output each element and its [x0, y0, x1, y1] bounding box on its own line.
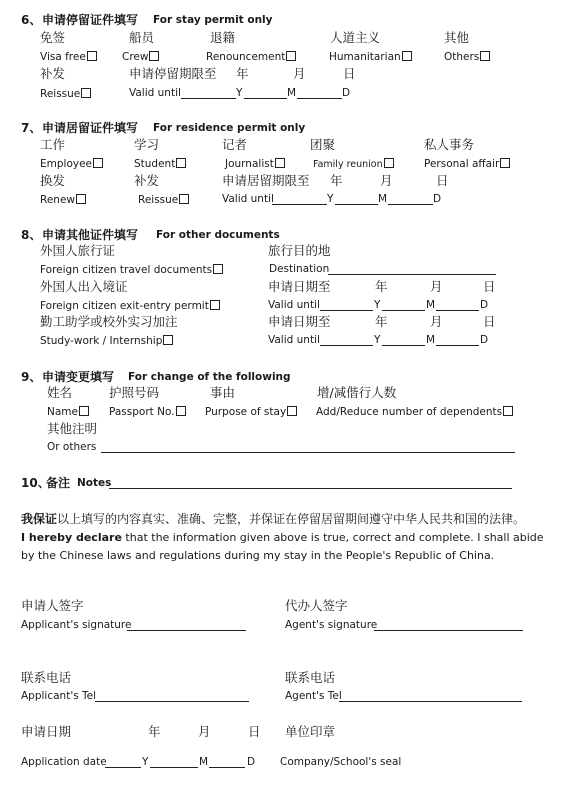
agent-signature-label: Agent's signature — [285, 619, 378, 631]
sec9-passport-option[interactable] — [109, 406, 186, 418]
sec9-purpose-option[interactable] — [205, 406, 297, 418]
sec8-d: D — [480, 299, 489, 311]
sec8-exit-zh: 外国人出入境证 — [40, 279, 128, 294]
applicant-tel-zh: 联系电话 — [21, 670, 72, 685]
application-m: M — [199, 756, 209, 768]
sec7-validuntil-zh: 申请居留期限至 — [222, 173, 310, 188]
sec8-month2-field[interactable] — [382, 345, 425, 346]
label: Reissue — [138, 194, 179, 206]
sec8-month-field[interactable] — [382, 310, 425, 311]
sec6-y: Y — [236, 87, 243, 99]
seal-label: Company/School's seal — [280, 756, 402, 768]
declaration-zh-bold: 我保证 — [21, 512, 58, 526]
label: Employee — [40, 158, 93, 170]
checkbox[interactable] — [287, 406, 297, 416]
sec8-day2-zh: 日 — [483, 314, 496, 329]
sec8-year2-field[interactable] — [320, 345, 373, 346]
sec6-visafree-zh: 免签 — [40, 30, 66, 45]
sec9-other-zh: 其他注明 — [47, 421, 98, 436]
checkbox[interactable] — [176, 158, 186, 168]
sec7-year-field[interactable] — [272, 204, 327, 205]
sec7-reissue-option[interactable] — [138, 194, 189, 206]
sec6-visafree-option[interactable] — [40, 51, 97, 63]
sec8-year2-zh: 年 — [375, 314, 388, 329]
applicant-tel-field[interactable] — [95, 701, 249, 702]
notes-field[interactable] — [109, 488, 512, 489]
sec9-dependents-option[interactable] — [316, 406, 513, 418]
sec6-title-en: For stay permit only — [153, 14, 273, 26]
sec7-renew-option[interactable] — [40, 194, 86, 206]
sec8-year-zh: 年 — [375, 279, 388, 294]
agent-tel-field[interactable] — [339, 701, 522, 702]
sec7-renew-zh: 换发 — [40, 173, 66, 188]
applicant-signature-zh: 申请人签字 — [21, 598, 84, 613]
checkbox[interactable] — [213, 264, 223, 274]
sec6-renounce-zh: 退籍 — [210, 30, 236, 45]
checkbox[interactable] — [500, 158, 510, 168]
label: Renew — [40, 194, 75, 206]
sec8-y2: Y — [374, 334, 381, 346]
sec9-name-option[interactable] — [47, 406, 89, 418]
sec8-y: Y — [374, 299, 381, 311]
sec6-number: 6、 — [21, 13, 42, 27]
sec6-renounce-option[interactable] — [206, 51, 296, 63]
label: Humanitarian — [329, 51, 401, 63]
sec7-personal-option[interactable] — [424, 158, 510, 170]
sec7-day-zh: 日 — [436, 173, 449, 188]
sec9-other-field[interactable] — [101, 452, 515, 453]
sec7-month-field[interactable] — [335, 204, 378, 205]
sec7-month-zh: 月 — [380, 173, 393, 188]
label: Crew — [122, 51, 149, 63]
label: Renouncement — [206, 51, 286, 63]
sec8-title-zh: 申请其他证件填写 — [42, 228, 139, 242]
sec8-study-zh: 勤工助学或校外实习加注 — [40, 314, 178, 329]
sec8-apply2-zh: 申请日期至 — [268, 314, 331, 329]
sec7-title-en: For residence permit only — [153, 122, 306, 134]
sec7-reissue-zh: 补发 — [134, 173, 160, 188]
sec6-reissue-option[interactable] — [40, 88, 91, 100]
checkbox[interactable] — [480, 51, 490, 61]
checkbox[interactable] — [286, 51, 296, 61]
declaration-en-bold: I hereby declare — [21, 531, 122, 544]
sec7-employee-zh: 工作 — [40, 137, 66, 152]
agent-signature-zh: 代办人签字 — [285, 598, 348, 613]
sec9-number: 9、 — [21, 370, 42, 384]
checkbox[interactable] — [179, 194, 189, 204]
seal-zh: 单位印章 — [285, 724, 336, 739]
checkbox[interactable] — [81, 88, 91, 98]
sec8-exit-option[interactable] — [40, 300, 220, 312]
sec8-title-en: For other documents — [156, 229, 280, 241]
sec7-d: D — [433, 193, 442, 205]
sec7-family-zh: 团聚 — [310, 137, 336, 152]
sec6-month-zh: 月 — [293, 66, 306, 81]
sec7-journalist-option[interactable] — [225, 158, 285, 170]
sec8-validuntil2-label: Valid until — [268, 334, 320, 346]
application-day-zh: 日 — [248, 724, 261, 739]
label: Foreign citizen exit-entry permit — [40, 300, 209, 312]
label: Study-work / Internship — [40, 335, 163, 347]
sec7-title-zh: 申请居留证件填写 — [42, 121, 139, 135]
sec8-study-option[interactable] — [40, 335, 173, 347]
label: Foreign citizen travel documents — [40, 264, 213, 276]
checkbox[interactable] — [176, 406, 186, 416]
sec6-crew-zh: 船员 — [129, 30, 155, 45]
sec6-m: M — [287, 87, 297, 99]
declaration-zh-text: 以上填写的内容真实、准确、完整，并保证在停留居留期间遵守中华人民共和国的法律。 — [57, 512, 526, 526]
sec10-number: 10、 — [21, 476, 50, 490]
sec6-d: D — [342, 87, 351, 99]
sec9-other-label: Or others — [47, 441, 97, 453]
sec7-year-zh: 年 — [330, 173, 343, 188]
sec6-humanitarian-option[interactable] — [329, 51, 412, 63]
applicant-signature-label: Applicant's signature — [21, 619, 132, 631]
application-day-field[interactable] — [209, 767, 245, 768]
sec6-validuntil-zh: 申请停留期限至 — [129, 66, 217, 81]
sec6-month-field[interactable] — [244, 98, 287, 99]
checkbox[interactable] — [275, 158, 285, 168]
checkbox[interactable] — [149, 51, 159, 61]
checkbox[interactable] — [93, 158, 103, 168]
sec9-dependents-zh: 增/减偕行人数 — [317, 385, 397, 400]
checkbox[interactable] — [87, 51, 97, 61]
declaration-en — [21, 529, 556, 565]
applicant-signature-field[interactable] — [127, 630, 246, 631]
sec7-number: 7、 — [21, 121, 42, 135]
sec9-purpose-zh: 事由 — [210, 385, 236, 400]
sec7-y: Y — [327, 193, 334, 205]
application-month-zh: 月 — [198, 724, 211, 739]
applicant-tel-label: Applicant's Tel — [21, 690, 97, 702]
label: Journalist — [225, 158, 274, 170]
sec6-validuntil-label: Valid until — [129, 87, 181, 99]
sec8-m: M — [426, 299, 436, 311]
checkbox[interactable] — [76, 194, 86, 204]
label: Add/Reduce number of dependents — [316, 406, 503, 418]
declaration-en-text: that the information given above is true, correct and complete. I shall abide by the Chinese laws and regulations during my stay in the People's Republic of China. — [21, 531, 544, 562]
checkbox[interactable] — [503, 406, 513, 416]
sec6-title-zh: 申请停留证件填写 — [42, 13, 139, 27]
label: Family reunion — [313, 159, 383, 170]
sec10-title-en: Notes — [77, 477, 112, 489]
application-y: Y — [142, 756, 149, 768]
declaration-zh — [21, 510, 556, 528]
application-year-zh: 年 — [148, 724, 161, 739]
label: Name — [47, 406, 78, 418]
label: Student — [134, 158, 176, 170]
sec8-travel-zh: 外国人旅行证 — [40, 243, 116, 258]
sec7-m: M — [378, 193, 388, 205]
sec8-destination-field[interactable] — [328, 274, 496, 275]
sec7-day-field[interactable] — [388, 204, 433, 205]
sec8-year-field[interactable] — [320, 310, 373, 311]
application-year-field[interactable] — [105, 767, 141, 768]
sec6-others-zh: 其他 — [444, 30, 470, 45]
label: Personal affair — [424, 158, 500, 170]
sec6-day-zh: 日 — [343, 66, 356, 81]
sec7-journalist-zh: 记者 — [222, 137, 248, 152]
label: Purpose of stay — [205, 406, 287, 418]
checkbox[interactable] — [384, 158, 394, 168]
sec8-d2: D — [480, 334, 489, 346]
sec10-title-zh: 备注 — [46, 476, 71, 490]
agent-tel-label: Agent's Tel — [285, 690, 342, 702]
sec8-destination-label: Destination — [269, 263, 330, 275]
checkbox[interactable] — [402, 51, 412, 61]
sec8-month2-zh: 月 — [430, 314, 443, 329]
label: Passport No. — [109, 406, 175, 418]
application-date-label: Application date — [21, 756, 107, 768]
label: Reissue — [40, 88, 81, 100]
checkbox[interactable] — [79, 406, 89, 416]
sec8-day-field[interactable] — [436, 310, 479, 311]
sec9-name-zh: 姓名 — [47, 385, 73, 400]
sec9-passport-zh: 护照号码 — [109, 385, 160, 400]
sec7-student-option[interactable] — [134, 158, 186, 170]
sec8-day-zh: 日 — [483, 279, 496, 294]
application-d: D — [247, 756, 256, 768]
sec6-year-field[interactable] — [181, 98, 236, 99]
label: Others — [444, 51, 480, 63]
sec6-crew-option[interactable] — [122, 51, 159, 63]
sec6-others-option[interactable] — [444, 51, 490, 63]
sec8-day2-field[interactable] — [436, 345, 479, 346]
sec8-apply-zh: 申请日期至 — [268, 279, 331, 294]
sec9-title-en: For change of the following — [128, 371, 291, 383]
sec7-employee-option[interactable] — [40, 158, 103, 170]
sec9-title-zh: 申请变更填写 — [42, 370, 115, 384]
label: Visa free — [40, 51, 86, 63]
sec7-personal-zh: 私人事务 — [424, 137, 475, 152]
sec6-day-field[interactable] — [297, 98, 342, 99]
application-date-zh: 申请日期 — [21, 724, 72, 739]
sec8-m2: M — [426, 334, 436, 346]
sec7-family-option[interactable] — [313, 158, 394, 170]
checkbox[interactable] — [163, 335, 173, 345]
sec7-student-zh: 学习 — [134, 137, 160, 152]
sec8-number: 8、 — [21, 228, 42, 242]
checkbox[interactable] — [210, 300, 220, 310]
sec6-reissue-zh: 补发 — [40, 66, 66, 81]
sec7-validuntil-label: Valid until — [222, 193, 274, 205]
agent-signature-field[interactable] — [374, 630, 523, 631]
sec8-validuntil-label: Valid until — [268, 299, 320, 311]
sec8-destination-zh: 旅行目的地 — [268, 243, 331, 258]
agent-tel-zh: 联系电话 — [285, 670, 336, 685]
sec8-travel-option[interactable] — [40, 264, 223, 276]
sec6-year-zh: 年 — [236, 66, 249, 81]
application-month-field[interactable] — [150, 767, 198, 768]
sec8-month-zh: 月 — [430, 279, 443, 294]
sec6-humanitarian-zh: 人道主义 — [330, 30, 381, 45]
